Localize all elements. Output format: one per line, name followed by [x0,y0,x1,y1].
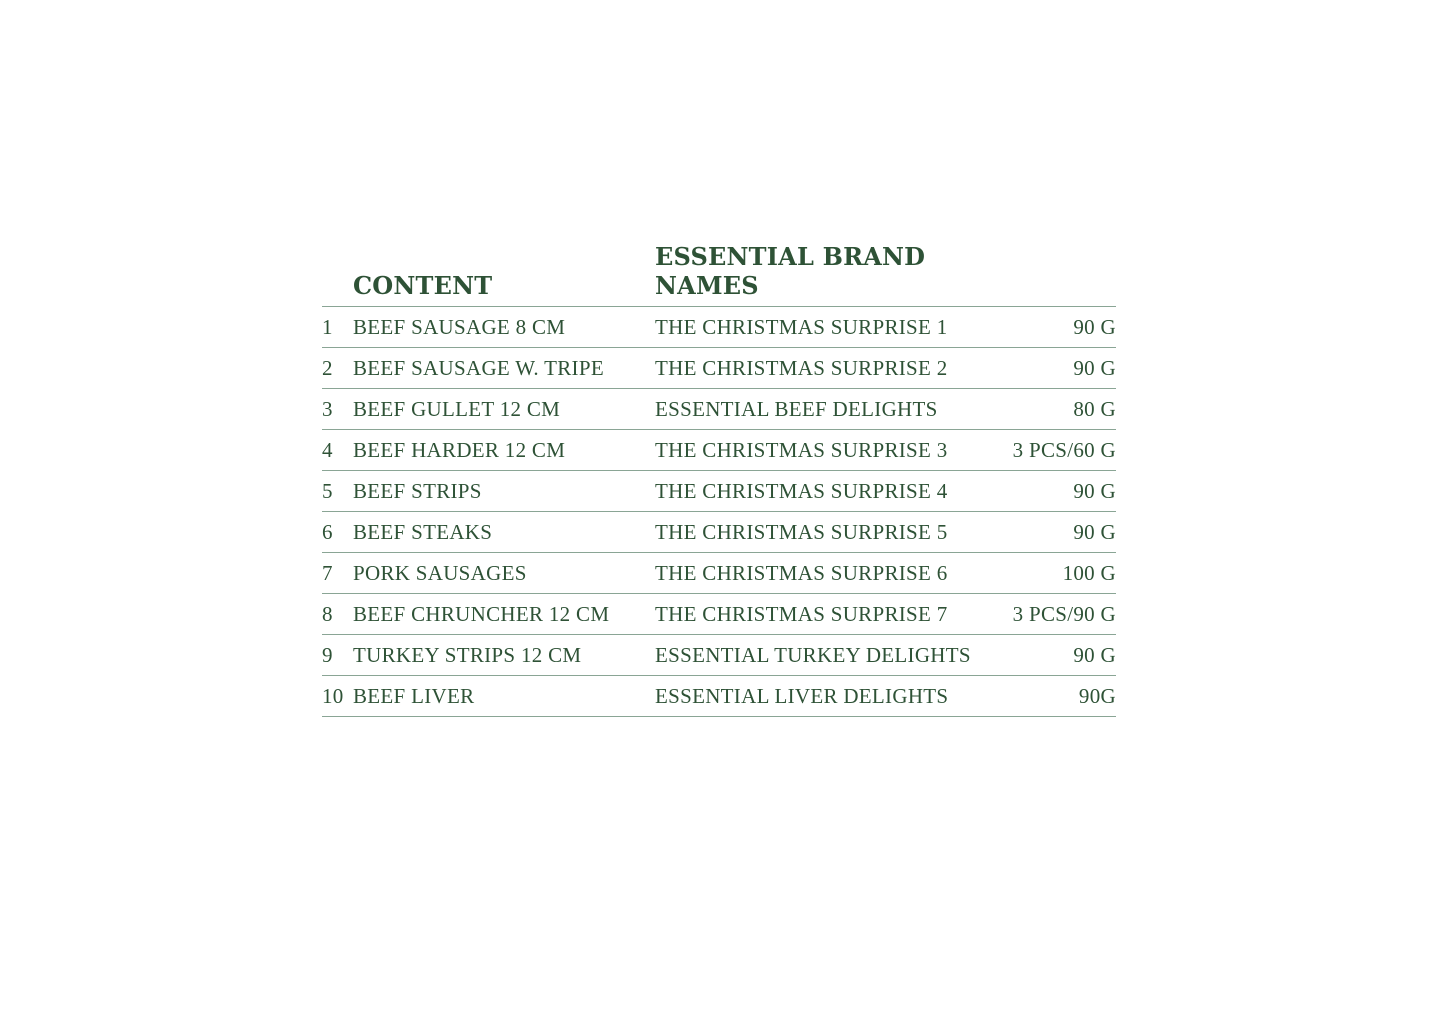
row-content: BEEF STEAKS [353,519,493,544]
table-header [322,242,1116,307]
row-number: 1 [322,314,333,339]
row-number: 3 [322,396,333,421]
row-weight: 3 PCS/90 G [1012,601,1116,626]
row-number: 10 [322,683,344,708]
row-weight: 100 G [1062,560,1116,585]
row-weight: 80 G [1073,396,1116,421]
row-weight: 90 G [1073,478,1116,503]
table-row [322,553,1116,594]
row-number: 6 [322,519,333,544]
row-content: BEEF LIVER [353,683,475,708]
table-row [322,512,1116,553]
table-row [322,307,1116,348]
row-number: 9 [322,642,333,667]
row-weight: 90 G [1073,355,1116,380]
row-number: 8 [322,601,333,626]
header-content: CONTENT [353,271,493,300]
table-row [322,471,1116,512]
row-content: BEEF STRIPS [353,478,482,503]
row-brand: THE CHRISTMAS SURPRISE 3 [655,437,948,462]
row-brand: THE CHRISTMAS SURPRISE 5 [655,519,948,544]
row-number: 7 [322,560,333,585]
row-content: BEEF CHRUNCHER 12 CM [353,601,610,626]
row-content: PORK SAUSAGES [353,560,527,585]
row-brand: ESSENTIAL BEEF DELIGHTS [655,396,938,421]
table-row [322,676,1116,717]
row-brand: THE CHRISTMAS SURPRISE 6 [655,560,948,585]
table-row [322,430,1116,471]
row-brand: ESSENTIAL TURKEY DELIGHTS [655,642,971,667]
row-weight: 90G [1078,683,1116,708]
row-brand: ESSENTIAL LIVER DELIGHTS [655,683,949,708]
row-content: BEEF HARDER 12 CM [353,437,566,462]
header-brand-names: ESSENTIAL BRAND NAMES [655,242,926,300]
row-content: TURKEY STRIPS 12 CM [353,642,582,667]
row-brand: THE CHRISTMAS SURPRISE 7 [655,601,948,626]
product-table [322,242,1116,717]
table-row [322,389,1116,430]
row-weight: 90 G [1073,314,1116,339]
row-number: 5 [322,478,333,503]
table-row [322,594,1116,635]
table-row [322,348,1116,389]
row-content: BEEF GULLET 12 CM [353,396,561,421]
row-weight: 90 G [1073,642,1116,667]
row-weight: 3 PCS/60 G [1012,437,1116,462]
row-number: 2 [322,355,333,380]
row-number: 4 [322,437,333,462]
row-brand: THE CHRISTMAS SURPRISE 2 [655,355,948,380]
row-brand: THE CHRISTMAS SURPRISE 1 [655,314,948,339]
row-weight: 90 G [1073,519,1116,544]
row-content: BEEF SAUSAGE W. TRIPE [353,355,604,380]
row-brand: THE CHRISTMAS SURPRISE 4 [655,478,948,503]
table-row [322,635,1116,676]
row-content: BEEF SAUSAGE 8 CM [353,314,566,339]
